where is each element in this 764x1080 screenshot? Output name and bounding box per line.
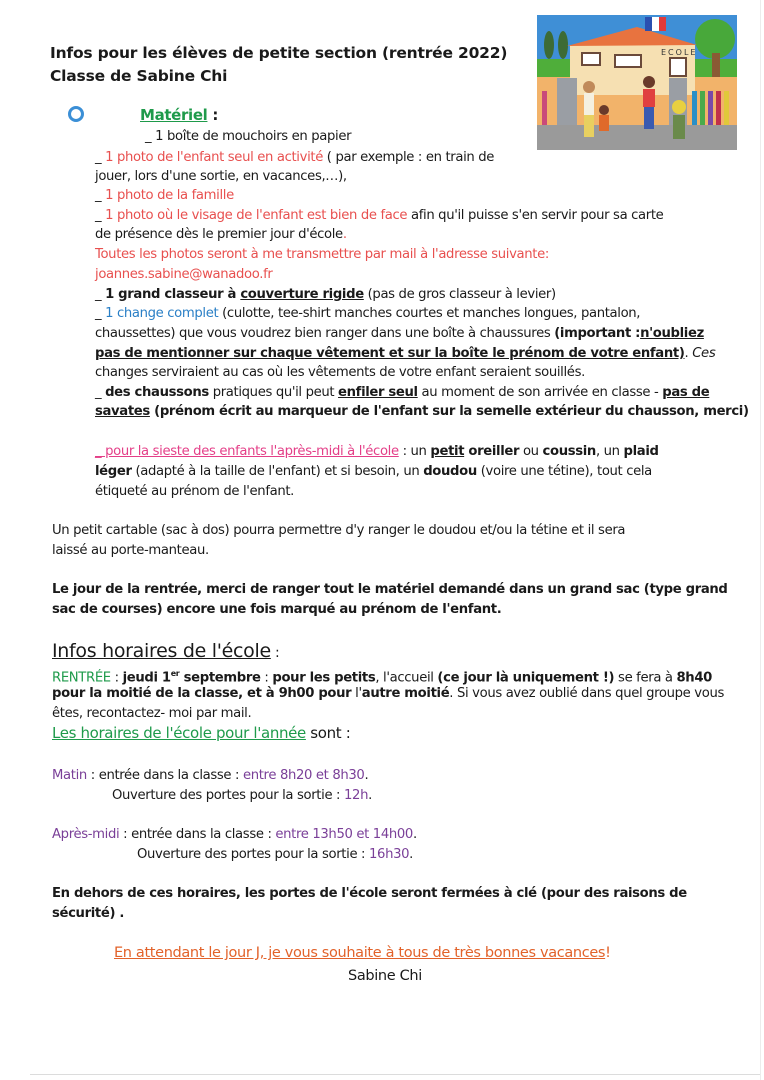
boy-figure-body: [673, 115, 685, 139]
rentree-bag-line-1: Le jour de la rentrée, merci de ranger tout le matériel demandé dans un grand sac (type grand: [52, 582, 728, 597]
rentree-info-line-3: êtes, recontactez- moi par mail.: [52, 706, 252, 721]
item-sieste: _ pour la sieste des enfants l'après-midi à l'école : un petit oreiller ou coussin, un plaid: [95, 444, 659, 459]
road: [537, 125, 737, 150]
item-change: _ 1 change complet (culotte, tee-shirt manches courtes et manches longues, pantalon,: [95, 306, 641, 321]
closing-line-2: sécurité) .: [52, 906, 125, 921]
cartable-line-1: Un petit cartable (sac à dos) pourra permettre d'y ranger le doudou et/ou la tétine et il sera: [52, 523, 626, 538]
item-mouchoirs: _ 1 boîte de mouchoirs en papier: [145, 129, 352, 144]
item-change-cont-1: chaussettes) que vous voudrez bien ranger dans une boîte à chaussures (important :n'oubliez: [95, 326, 704, 341]
pencil-fence: [724, 91, 729, 127]
adult-figure-body: [584, 93, 594, 115]
window: [582, 53, 600, 65]
photos-note: Toutes les photos seront à me transmettre par mail à l'adresse suivante:: [95, 247, 549, 262]
scan-edge-right: [760, 0, 761, 1080]
boy-figure-head: [672, 100, 686, 114]
email-address[interactable]: joannes.sabine@wanadoo.fr: [95, 267, 273, 282]
cartable-line-2: laissé au porte-manteau.: [52, 543, 209, 558]
pencil-fence: [716, 91, 721, 127]
materiel-heading: Matériel :: [140, 106, 218, 124]
item-chaussons: _ des chaussons pratiques qu'il peut enfiler seul au moment de son arrivée en classe - pas de: [95, 385, 710, 400]
item-photo-famille: _ 1 photo de la famille: [95, 188, 234, 203]
schedule-apres-midi-exit: Ouverture des portes pour la sortie : 16h30.: [137, 847, 413, 862]
school-illustration: [537, 15, 737, 150]
child-figure-head: [599, 105, 609, 115]
signature: Sabine Chi: [348, 968, 422, 984]
tree-left-2: [558, 31, 568, 59]
item-photo-activite: _ 1 photo de l'enfant seul en activité ( par exemple : en train de: [95, 150, 495, 165]
bullet-icon: [68, 106, 84, 122]
pencil-fence: [692, 91, 697, 127]
item-photo-activite-cont: jouer, lors d'une sortie, en vacances,…),: [95, 169, 347, 184]
closing-line-1: En dehors de ces horaires, les portes de l'école seront fermées à clé (pour des raisons de: [52, 886, 687, 901]
pencil-fence: [700, 91, 705, 127]
pencil-fence: [542, 91, 547, 127]
item-change-cont-2: pas de mentionner sur chaque vêtement et sur la boîte le prénom de votre enfant). Ces: [95, 346, 716, 361]
closing-wish: En attendant le jour J, je vous souhaite à tous de très bonnes vacances!: [114, 945, 611, 961]
tree-left-1: [544, 31, 554, 59]
schedule-apres-midi-entry: Après-midi : entrée dans la classe : entre 13h50 et 14h00.: [52, 827, 417, 842]
schedule-matin-exit: Ouverture des portes pour la sortie : 12h.: [112, 788, 372, 803]
item-change-cont-3: changes serviraient au cas où les vêtements de votre enfant seraient souillés.: [95, 365, 585, 380]
teacher-figure-legs: [644, 107, 654, 129]
item-classeur: _ 1 grand classeur à couverture rigide (pas de gros classeur à levier): [95, 287, 556, 302]
title-line-1: Infos pour les élèves de petite section (rentrée 2022): [50, 44, 508, 62]
item-sieste-cont-1: léger (adapté à la taille de l'enfant) et si besoin, un doudou (voire une tétine), tout cela: [95, 464, 652, 479]
item-photo-visage-cont: de présence dès le premier jour d'école.: [95, 227, 347, 242]
teacher-figure-body: [643, 89, 655, 107]
gate-pillar: [557, 78, 577, 128]
horaires-heading: Infos horaires de l'école :: [52, 640, 280, 662]
adult-figure-head: [583, 81, 595, 93]
scan-edge-bottom: [30, 1074, 760, 1075]
window: [615, 55, 641, 67]
school-sign: ECOLE: [661, 48, 698, 57]
flag-red: [659, 17, 666, 31]
item-sieste-cont-2: étiqueté au prénom de l'enfant.: [95, 484, 295, 499]
rentree-info-line-1: RENTRÉE : jeudi 1er septembre : pour les petits, l'accueil (ce jour là uniquement !) se fera à 8h40: [52, 669, 712, 686]
child-figure-body: [599, 115, 609, 131]
rentree-info-line-2: pour la moitié de la classe, et à 9h00 pour l'autre moitié. Si vous avez oublié dans quel groupe vous: [52, 686, 724, 701]
flag-white: [652, 17, 659, 31]
item-photo-visage: _ 1 photo où le visage de l'enfant est bien de face afin qu'il puisse s'en servir pour sa carte: [95, 208, 664, 223]
window: [670, 58, 686, 76]
teacher-figure-head: [643, 76, 655, 88]
adult-figure-legs: [584, 115, 594, 137]
document-title: [50, 42, 507, 88]
item-chaussons-cont: savates (prénom écrit au marqueur de l'enfant sur la semelle extérieur du chausson, merci): [95, 404, 749, 419]
year-schedule-heading: Les horaires de l'école pour l'année sont :: [52, 724, 351, 742]
title-line-2: Classe de Sabine Chi: [50, 67, 228, 85]
pencil-fence: [708, 91, 713, 127]
flag-blue: [645, 17, 652, 31]
schedule-matin-entry: Matin : entrée dans la classe : entre 8h20 et 8h30.: [52, 768, 369, 783]
rentree-bag-line-2: sac de courses) encore une fois marqué au prénom de l'enfant.: [52, 602, 502, 617]
